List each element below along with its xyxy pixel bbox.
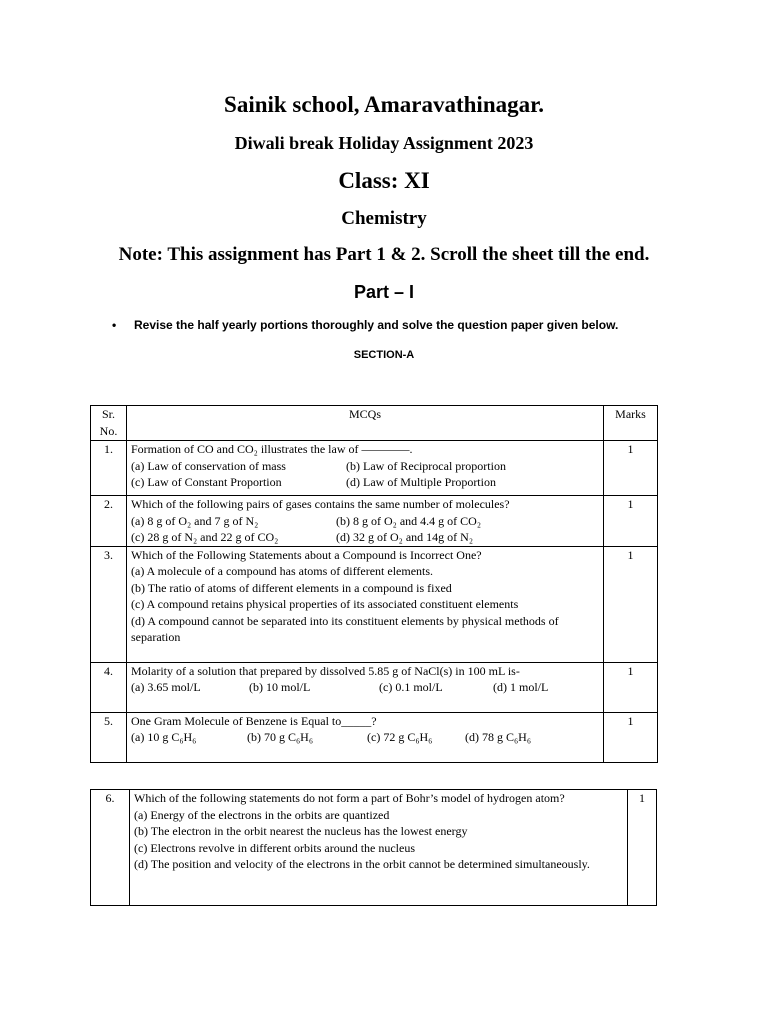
table-row (91, 496, 658, 547)
question-number: 5. (91, 712, 127, 762)
option: (c) Law of Constant Proportion (131, 475, 282, 489)
option: (b) 70 g C₆H₆ (247, 730, 314, 744)
col-header-mcqs: MCQs (127, 406, 604, 441)
question-text (127, 712, 604, 762)
option: (a) Energy of the electrons in the orbits are quantized (134, 807, 390, 822)
option: (c) 28 g of N₂ and 22 g of CO₂ (131, 530, 279, 544)
option: (c) A compound retains physical properties of its associated constituent elements (131, 597, 519, 611)
option: (c) 0.1 mol/L (379, 680, 443, 694)
option: (a) A molecule of a compound has atoms of different elements. (131, 564, 434, 578)
question-marks: 1 (604, 496, 658, 547)
subject-label: Chemistry (341, 208, 427, 229)
option: (d) The position and velocity of the electrons in the orbit cannot be determined simultaneously. (134, 857, 590, 871)
option: (a) Law of conservation of mass (131, 458, 286, 473)
question-marks: 1 (604, 712, 658, 762)
question-marks: 1 (604, 546, 658, 662)
option: (d) A compound cannot be separated into its constituent elements by physical methods of separation (131, 613, 559, 644)
question-stem: Molarity of a solution that prepared by dissolved 5.85 g of NaCl(s) in 100 mL is- (131, 663, 520, 678)
assignment-note: Note: This assignment has Part 1 & 2. Scroll the sheet till the end. (118, 244, 650, 265)
col-header-sr: Sr. No. (91, 406, 127, 441)
question-number: 4. (91, 662, 127, 712)
question-stem: Formation of CO and CO₂ illustrates the law of ————. (131, 442, 413, 456)
option: (c) Electrons revolve in different orbits around the nucleus (134, 840, 416, 855)
question-text (127, 441, 604, 496)
table-row (91, 662, 658, 712)
class-label: Class: XI (338, 168, 430, 193)
question-number: 1. (91, 441, 127, 496)
option: (b) The ratio of atoms of different elements in a compound is fixed (131, 580, 452, 595)
table-row (91, 441, 658, 496)
mcq-table-continued (90, 789, 657, 906)
option: (a) 8 g of O₂ and 7 g of N₂ (131, 513, 259, 528)
question-stem: Which of the following pairs of gases contains the same number of molecules? (131, 497, 510, 511)
option: (d) Law of Multiple Proportion (346, 475, 496, 489)
question-stem: One Gram Molecule of Benzene is Equal to_____? (131, 713, 377, 728)
table-row (91, 546, 658, 662)
instruction-text: Revise the half yearly portions thoroughly and solve the question paper given below. (134, 318, 619, 332)
question-text (130, 790, 628, 906)
question-text (127, 662, 604, 712)
option: (b) 8 g of O₂ and 4.4 g of CO₂ (336, 513, 482, 528)
question-stem: Which of the Following Statements about a Compound is Incorrect One? (131, 547, 482, 562)
bullet-icon: • (112, 318, 117, 332)
question-marks: 1 (604, 441, 658, 496)
table-row (91, 712, 658, 762)
question-text (127, 496, 604, 547)
question-text (127, 546, 604, 662)
option: (d) 1 mol/L (493, 680, 549, 694)
option: (b) 10 mol/L (249, 680, 311, 694)
assignment-title: Diwali break Holiday Assignment 2023 (234, 133, 534, 153)
option: (a) 3.65 mol/L (131, 680, 201, 694)
question-marks: 1 (604, 662, 658, 712)
option: (d) 32 g of O₂ and 14g of N₂ (336, 530, 474, 544)
school-name: Sainik school, Amaravathinagar. (224, 92, 544, 117)
table-row (91, 790, 657, 906)
question-number: 2. (91, 496, 127, 547)
instruction-bullet (112, 318, 618, 332)
option: (a) 10 g C₆H₆ (131, 730, 197, 744)
option: (c) 72 g C₆H₆ (367, 730, 433, 744)
option: (b) Law of Reciprocal proportion (346, 458, 506, 473)
mcq-table (90, 405, 658, 763)
option: (b) The electron in the orbit nearest the nucleus has the lowest energy (134, 824, 468, 838)
question-marks: 1 (628, 790, 657, 906)
section-heading: SECTION-A (353, 349, 415, 361)
col-header-marks: Marks (604, 406, 658, 441)
option: (d) 78 g C₆H₆ (465, 730, 532, 744)
part-heading: Part – I (353, 282, 415, 302)
question-number: 6. (91, 790, 130, 906)
question-number: 3. (91, 546, 127, 662)
table-header-row (91, 406, 658, 441)
question-stem: Which of the following statements do not form a part of Bohr’s model of hydrogen atom? (134, 791, 565, 805)
